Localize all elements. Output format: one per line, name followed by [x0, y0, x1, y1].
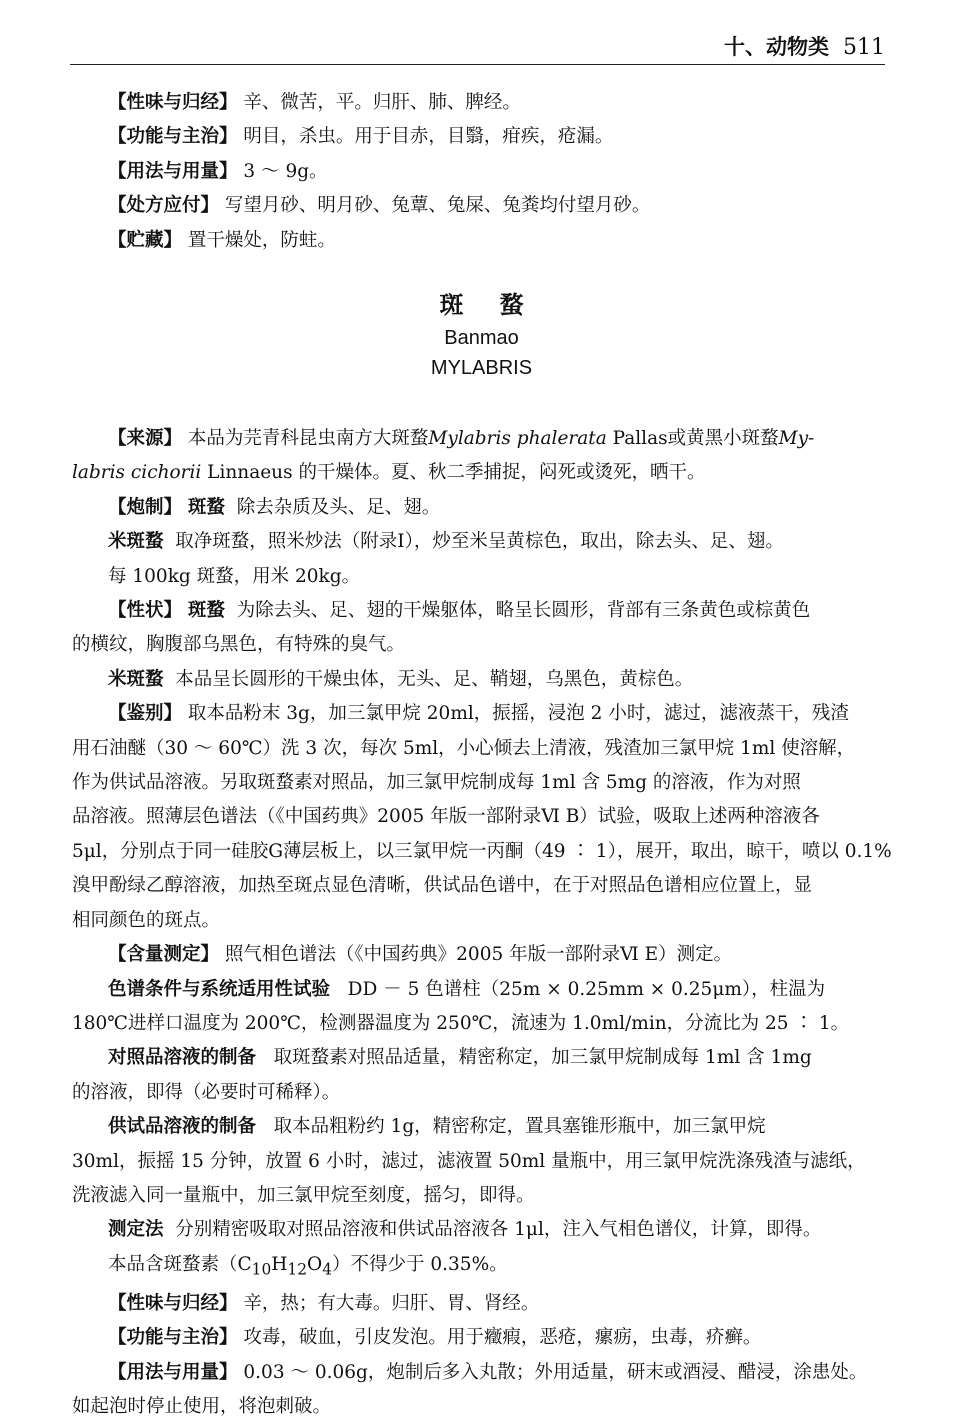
entry-title-pinyin: Banmao [444, 327, 519, 349]
running-header [70, 30, 885, 65]
source-line: labris cichorii Linnaeus 的干燥体。夏、秋二季捕捉，闷死或烫死，晒干。 [72, 462, 706, 484]
usage-line: 【用法与用量】 0.03 ～ 0.06g，炮制后多入丸散；外用适量，研末或酒浸、醋浸，涂患处。 [108, 1361, 868, 1383]
identification-line: 相同颜色的斑点。 [72, 909, 221, 931]
identification-line: 【鉴别】 取本品粉末 3g，加三氯甲烷 20ml，振摇，浸泡 2 小时，滤过，滤液蒸干，残渣 [108, 703, 849, 725]
prev-line: 【用法与用量】 3 ～ 9g。 [108, 160, 328, 182]
nature-line: 【性味与归经】 辛，热；有大毒。归肝、胃、肾经。 [108, 1292, 540, 1314]
assay-line: 本品含斑蝥素$(C_{10}H_{12}O_4)$不得少于 0.35%。 [108, 1253, 508, 1279]
assay-line: 供试品溶液的制备 取本品粗粉约 1g，精密称定，置具塞锥形瓶中，加三氯甲烷 [108, 1116, 766, 1138]
section-title: 十、动物类 [724, 35, 829, 59]
assay-line: 洗液滤入同一量瓶中，加三氯甲烷至刻度，摇匀，即得。 [72, 1184, 535, 1206]
character-line: 米斑蝥 本品呈长圆形的干燥虫体，无头、足、鞘翅，乌黑色，黄棕色。 [108, 668, 694, 690]
assay-line: 色谱条件与系统适用性试验 DD － 5 色谱柱（25m × 0.25mm × 0.25μm），柱温为 [108, 978, 826, 1000]
identification-line: 用石油醚（30 ～ 60℃）洗 3 次，每次 5ml，小心倾去上清液，残渣加三氯甲烷 1ml 使溶解， [72, 737, 856, 759]
prev-line: 【功能与主治】 明目，杀虫。用于目赤，目翳，疳疾，疮漏。 [108, 126, 614, 148]
processing-line: 每 100kg 斑蝥，用米 20kg。 [108, 565, 361, 587]
entry-title-latin: MYLABRIS [430, 357, 533, 379]
identification-line: 5μl，分别点于同一硅胶G薄层板上，以三氯甲烷一丙酮（49 ∶ 1），展开，取出，晾干，喷以 0.1% [72, 840, 892, 862]
entry-body [72, 422, 892, 1424]
identification-line: 作为供试品溶液。另取斑蝥素对照品，加三氯甲烷制成每 1ml 含 5mg 的溶液，作为对照 [72, 772, 801, 794]
character-line: 【性状】 斑蝥 为除去头、足、翅的干燥躯体，略呈长圆形，背部有三条黄色或棕黄色 [108, 600, 811, 622]
function-line: 【功能与主治】 攻毒，破血，引皮发泡。用于癥瘕，恶疮，瘰疬，虫毒，疥癣。 [108, 1327, 762, 1349]
usage-line: 如起泡时停止使用，将泡刺破。 [72, 1396, 332, 1418]
identification-line: 品溶液。照薄层色谱法（《中国药典》2005 年版一部附录Ⅵ B）试验，吸取上述两种溶液各 [72, 806, 820, 828]
entry-title-chinese: 斑蝥 [439, 291, 560, 319]
assay-line: 的溶液，即得（必要时可稀释）。 [72, 1081, 341, 1103]
prev-line: 【性味与归经】 辛、微苦，平。归肝、肺、脾经。 [108, 92, 521, 113]
assay-line: 【含量测定】 照气相色谱法（《中国药典》2005 年版一部附录Ⅵ E）测定。 [108, 944, 733, 966]
assay-line: 测定法 分别精密吸取对照品溶液和供试品溶液各 1μl，注入气相色谱仪，计算，即得。 [108, 1219, 822, 1241]
prev-line: 【贮藏】 置干燥处，防蛀。 [108, 229, 336, 251]
assay-line: 30ml，振摇 15 分钟，放置 6 小时，滤过，滤液置 50ml 量瓶中，用三氯甲烷洗涤残渣与滤纸， [72, 1150, 866, 1172]
processing-line: 米斑蝥 取净斑蝥，照米炒法（附录Ⅰ），炒至米呈黄棕色，取出，除去头、足、翅。 [108, 531, 784, 553]
assay-line: 对照品溶液的制备 取斑蝥素对照品适量，精密称定，加三氯甲烷制成每 1ml 含 1mg [108, 1047, 812, 1069]
source-line: 【来源】 本品为芫青科昆虫南方大斑蝥Mylabris phalerata Pallas或黄黑小斑蝥My- [108, 428, 815, 449]
prev-line: 【处方应付】 写望月砂、明月砂、兔蕈、兔屎、兔粪均付望月砂。 [108, 195, 651, 217]
page-number: 511 [843, 35, 885, 60]
assay-line: 180℃进样口温度为 200℃，检测器温度为 250℃，流速为 1.0ml/min，分流比为 25 ∶ 1。 [72, 1012, 850, 1034]
character-line: 的横纹，胸腹部乌黑色，有特殊的臭气。 [72, 634, 406, 656]
processing-line: 【炮制】 斑蝥 除去杂质及头、足、翅。 [108, 496, 441, 518]
previous-entry [72, 86, 887, 258]
identification-line: 溴甲酚绿乙醇溶液，加热至斑点显色清晰，供试品色谱中，在于对照品色谱相应位置上，显 [72, 875, 813, 897]
